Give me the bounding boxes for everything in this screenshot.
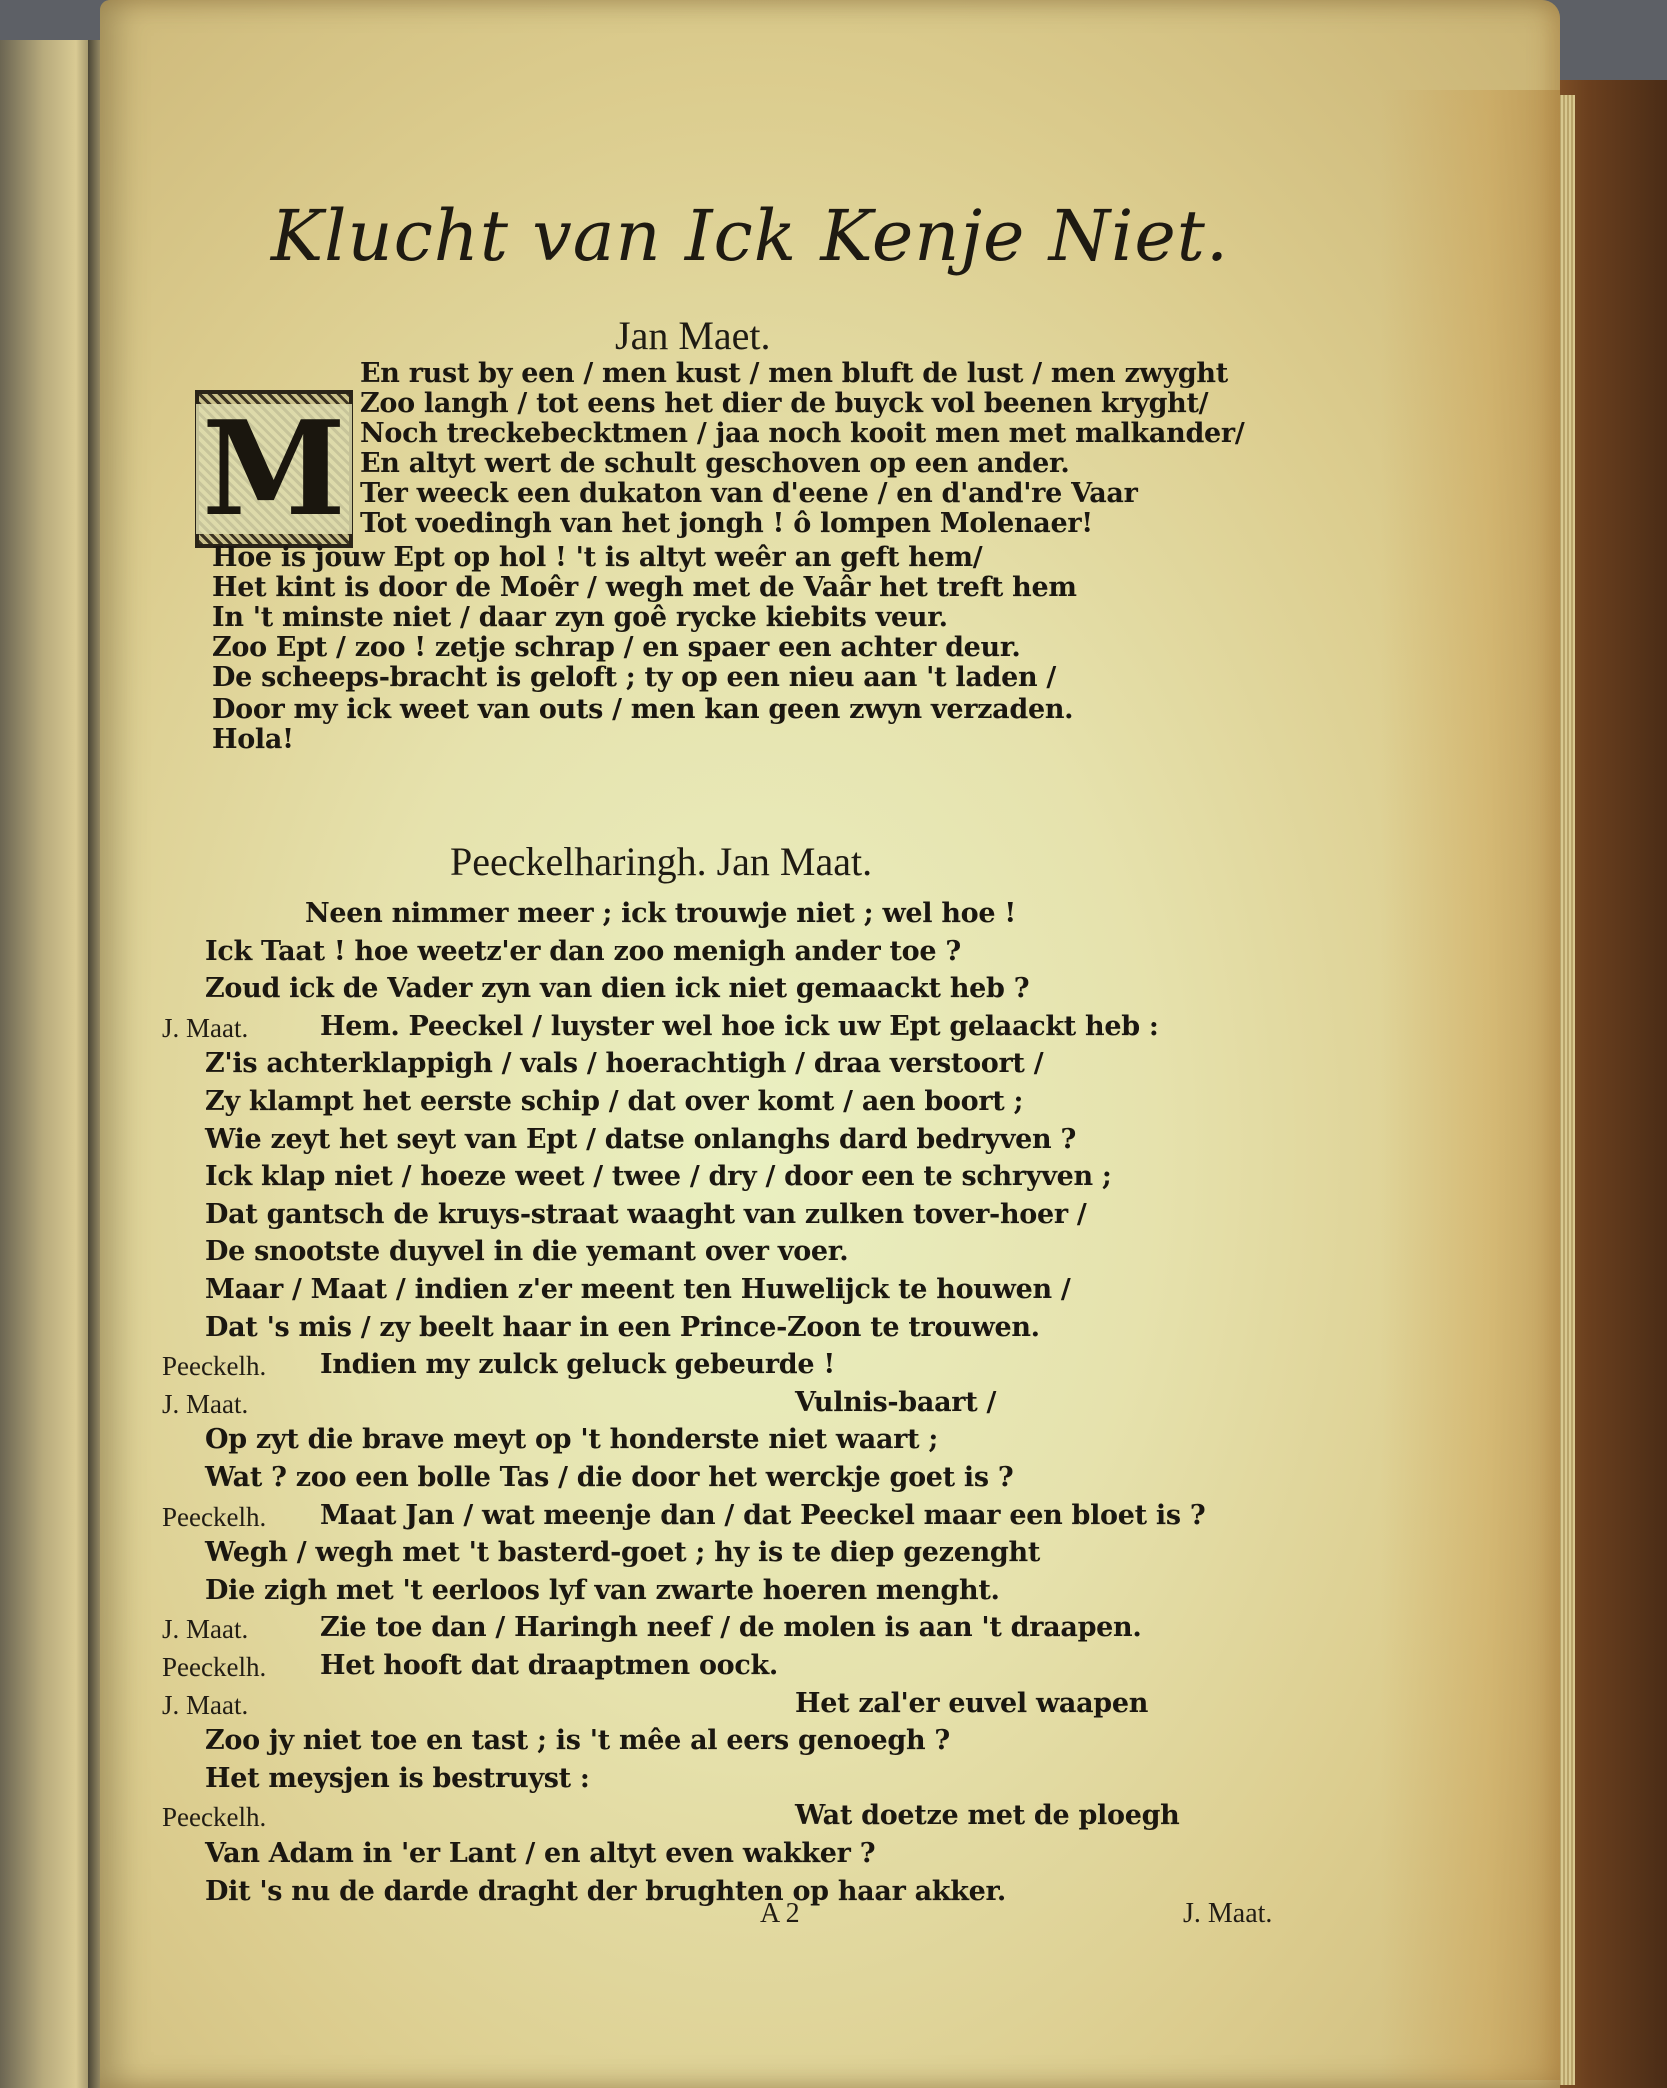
- speaker-label: Peeckelh.: [162, 1802, 267, 1833]
- verse-line: Ter weeck een dukaton van d'eene / en d'and're Vaar: [360, 478, 1138, 509]
- dialogue-line: Zie toe dan / Haringh neef / de molen is aan 't draapen.: [320, 1612, 1142, 1644]
- verse-line: Zoo langh / tot eens het dier de buyck vol beenen kryght/: [360, 388, 1209, 419]
- speaker-label: Peeckelh.: [162, 1652, 267, 1682]
- dialogue-line: Wat doetze met de ploegh: [795, 1800, 1180, 1832]
- dialogue-line: Op zyt die brave meyt op 't honderste niet waart ;: [205, 1424, 939, 1456]
- verse-line: Hoe is jouw Ept op hol ! 't is altyt weêr an geft hem/: [212, 542, 983, 573]
- dialogue-line: Vulnis-baart /: [795, 1386, 997, 1418]
- dialogue-line: De snootste duyvel in die yemant over voer.: [205, 1236, 849, 1268]
- speaker-label: J. Maat.: [162, 1388, 249, 1419]
- verse-line: Door my ick weet van outs / men kan geen zwyn verzaden.: [212, 694, 1074, 725]
- dialogue-line: Z'is achterklappigh / vals / hoerachtigh / draa verstoort /: [205, 1048, 1044, 1080]
- dialogue-line: Neen nimmer meer ; ick trouwje niet ; wel hoe !: [305, 898, 1016, 929]
- dialogue-line: Wie zeyt het seyt van Ept / datse onlanghs dard bedryven ?: [205, 1123, 1076, 1155]
- verse-line: Zoo Ept / zoo ! zetje schrap / en spaer een achter deur.: [212, 632, 1021, 663]
- speaker-label: Peeckelh.: [162, 1351, 267, 1382]
- left-page-edge: [0, 40, 95, 2088]
- dialogue-line: Indien my zulck geluck gebeurde !: [320, 1349, 835, 1381]
- verse-line: Tot voedingh van het jongh ! ô lompen Molenaer!: [360, 508, 1093, 539]
- dialogue-line: Hem. Peeckel / luyster wel hoe ick uw Ept gelaackt heb :: [320, 1010, 1159, 1042]
- dialogue-line: Het meysjen is bestruyst :: [205, 1762, 590, 1794]
- verse-line: Noch treckebecktmen / jaa noch kooit men met malkander/: [360, 418, 1245, 449]
- heading-jan-maet: Jan Maet.: [615, 313, 771, 358]
- verse-line: Het kint is door de Moêr / wegh met de Vaâr het treft hem: [212, 572, 1077, 603]
- verse-line: En rust by een / men kust / men bluft de lust / men zwyght: [360, 358, 1228, 389]
- dialogue-line: Zoo jy niet toe en tast ; is 't mêe al eers genoegh ?: [205, 1725, 950, 1757]
- catchword: J. Maat.: [1183, 1898, 1273, 1929]
- verse-line: Hola!: [212, 724, 294, 755]
- speaker-label: J. Maat.: [162, 1012, 249, 1043]
- signature-mark: A 2: [760, 1898, 800, 1929]
- speaker-label: J. Maat.: [162, 1689, 249, 1720]
- dialogue-line: Ick klap niet / hoeze weet / twee / dry / door een te schryven ;: [205, 1161, 1112, 1193]
- dialogue-line: Maar / Maat / indien z'er meent ten Huwelijck te houwen /: [205, 1274, 1071, 1305]
- page-title: Klucht van Ick Kenje Niet.: [270, 195, 1230, 277]
- speaker-label: J. Maat.: [162, 1614, 249, 1645]
- dialogue-line: Zoud ick de Vader zyn van dien ick niet gemaackt heb ?: [205, 973, 1030, 1005]
- dialogue-line: Het hooft dat draaptmen oock.: [320, 1650, 779, 1681]
- dialogue-line: Dat gantsch de kruys-straat waaght van zulken tover-hoer /: [205, 1198, 1087, 1230]
- dialogue-line: Het zal'er euvel waapen: [795, 1687, 1149, 1719]
- dialogue-line: Zy klampt het eerste schip / dat over komt / aen boort ;: [205, 1086, 1024, 1117]
- dialogue-line: Wegh / wegh met 't basterd-goet ; hy is te diep gezenght: [205, 1537, 1040, 1569]
- dialogue-line: Van Adam in 'er Lant / en altyt even wakker ?: [205, 1838, 876, 1869]
- verse-line: De scheeps-bracht is geloft ; ty op een nieu aan 't laden /: [212, 662, 1056, 693]
- verse-line: En altyt wert de schult geschoven op een ander.: [360, 448, 1070, 479]
- speaker-label: Peeckelh.: [162, 1501, 267, 1532]
- verse-line: In 't minste niet / daar zyn goê rycke kiebits veur.: [212, 602, 948, 633]
- dialogue-line: Wat ? zoo een bolle Tas / die door het werckje goet is ?: [205, 1462, 1014, 1493]
- dialogue-line: Ick Taat ! hoe weetz'er dan zoo menigh ander toe ?: [205, 935, 961, 967]
- dialogue-line: Maat Jan / wat meenje dan / dat Peeckel maar een bloet is ?: [320, 1499, 1206, 1531]
- heading-peeckelharingh: Peeckelharingh. Jan Maat.: [450, 839, 873, 884]
- drop-cap-letter: M: [196, 404, 352, 534]
- dialogue-line: Dat 's mis / zy beelt haar in een Prince-Zoon te trouwen.: [205, 1311, 1040, 1343]
- decorated-initial: [195, 390, 353, 548]
- dialogue-line: Die zigh met 't eerloos lyf van zwarte hoeren menght.: [205, 1574, 1000, 1606]
- dialogue-line: Dit 's nu de darde draght der brughten op haar akker.: [205, 1875, 1007, 1907]
